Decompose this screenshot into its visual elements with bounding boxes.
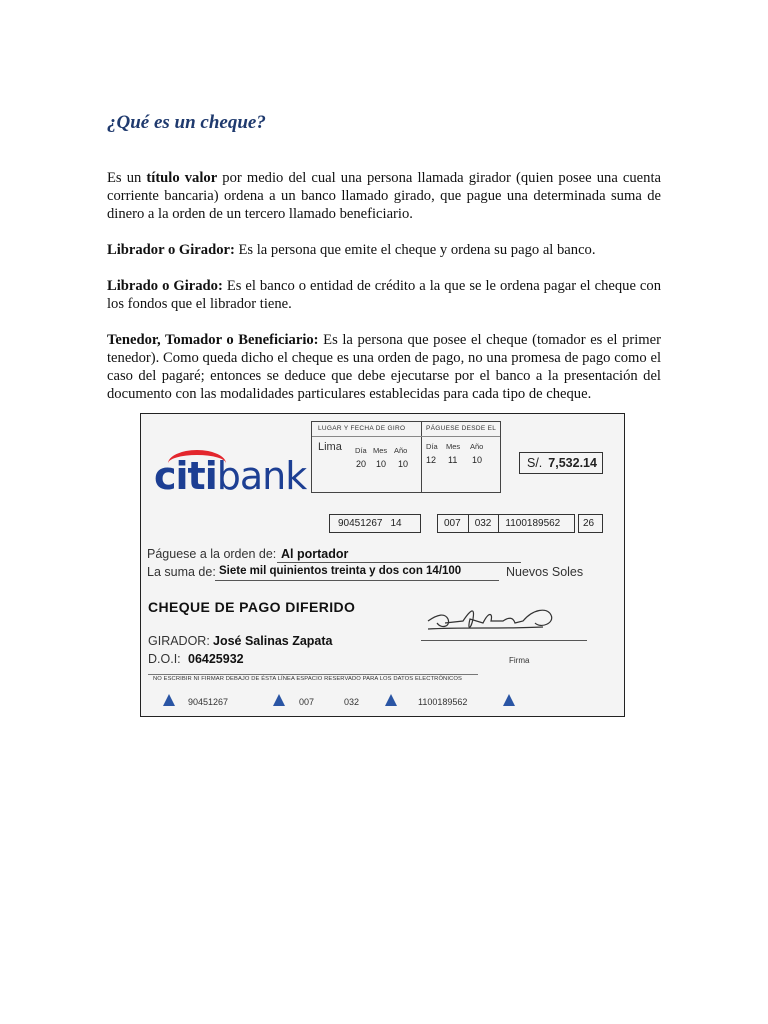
- micr-account: 90451267: [188, 697, 229, 707]
- micr-triangle-icon: [503, 694, 515, 706]
- check-digit: 26: [583, 518, 595, 529]
- currency-words: Nuevos Soles: [506, 565, 584, 579]
- bold-term: Tenedor, Tomador o Beneficiario:: [107, 332, 319, 348]
- paragraph-librado: Librado o Girado: Es el banco o entidad de crédito a la que se le ordena pagar el cheque con los fondos que el librador tiene.: [107, 278, 661, 312]
- pay-to-label: Páguese a la orden de:: [147, 547, 277, 561]
- bold-term: título valor: [146, 170, 218, 186]
- pay-to-value: Al portador: [281, 547, 349, 561]
- drawer-label: GIRADOR:: [148, 634, 210, 648]
- signature-icon: [423, 599, 573, 639]
- bank-codes-box: [437, 514, 575, 533]
- month-label-right: Mes: [446, 442, 461, 451]
- place-value: Lima: [318, 441, 342, 453]
- micr-bank: 007: [299, 697, 315, 707]
- micr-triangle-icon: [163, 694, 175, 706]
- doi-label: D.O.I:: [148, 652, 181, 666]
- micr-line: [141, 690, 624, 716]
- year-value-right: 10: [472, 455, 483, 465]
- check-digit-box: [578, 514, 603, 533]
- citi-arc-icon: [168, 450, 226, 477]
- month-value-right: 11: [448, 455, 458, 465]
- paragraph-definition: Es un título valor por medio del cual una persona llamada girador (quien posee una cuenta corriente bancaria) ordena a un banco llamado girado, que pague una determinada suma de dinero a la orden de un tercero llamado beneficiario.: [107, 170, 661, 222]
- reserved-notice: NO ESCRIBIR NI FIRMAR DEBAJO DE ÉSTA LÍNEA ESPACIO RESERVADO PARA LOS DATOS ELECTRÓNICOS: [153, 676, 462, 682]
- day-label-right: Día: [426, 442, 438, 451]
- currency-symbol: S/.: [527, 456, 543, 470]
- day-label: Día: [355, 446, 367, 455]
- month-label: Mes: [373, 446, 388, 455]
- date-header-right: PÁGUESE DESDE EL: [426, 425, 497, 432]
- amount-box: [519, 452, 603, 474]
- page-title: ¿Qué es un cheque?: [107, 112, 266, 133]
- citibank-logo: citibank: [154, 456, 306, 496]
- cheque-image: [140, 413, 625, 717]
- doi-value: 06425932: [188, 652, 244, 666]
- sum-value: Siete mil quinientos treinta y dos con 14/100: [219, 565, 462, 577]
- drawer-value: José Salinas Zapata: [213, 634, 333, 648]
- date-box: [311, 421, 501, 493]
- year-label: Año: [394, 446, 408, 455]
- signature-label: Firma: [509, 656, 530, 665]
- micr-triangle-icon: [273, 694, 285, 706]
- branch-code: 032: [474, 518, 492, 529]
- bold-term: Librador o Girador:: [107, 242, 235, 258]
- month-value: 10: [376, 459, 387, 469]
- cheque-type-title: CHEQUE DE PAGO DIFERIDO: [148, 599, 356, 615]
- paragraph-librador: Librador o Girador: Es la persona que emite el cheque y ordena su pago al banco.: [107, 242, 596, 258]
- year-label-right: Año: [470, 442, 484, 451]
- day-value: 20: [356, 459, 367, 469]
- micr-serial: 1100189562: [418, 697, 468, 707]
- micr-triangle-icon: [385, 694, 397, 706]
- bold-term: Librado o Girado:: [107, 278, 223, 294]
- sum-label: La suma de:: [147, 565, 216, 579]
- paragraph-tenedor: Tenedor, Tomador o Beneficiario: Es la persona que posee el cheque (tomador es el primer tenedor). Como queda dicho el cheque es una orden de pago, no una promesa de pago como el caso del pagaré; entonces se deduce que debe ejecutarse por el banco a la presentación del documento con las modalidades particulares establecidas para cada tipo de cheque.: [107, 332, 661, 402]
- date-header-left: LUGAR Y FECHA DE GIRO: [318, 425, 406, 432]
- account-suffix: 14: [390, 518, 402, 529]
- day-value-right: 12: [426, 455, 437, 465]
- amount-value: 7,532.14: [548, 456, 597, 470]
- serial-number: 1100189562: [505, 518, 561, 529]
- micr-branch: 032: [344, 697, 360, 707]
- bank-code: 007: [444, 518, 461, 529]
- year-value: 10: [398, 459, 409, 469]
- account-number: 90451267: [338, 518, 383, 529]
- account-number-box: [329, 514, 421, 533]
